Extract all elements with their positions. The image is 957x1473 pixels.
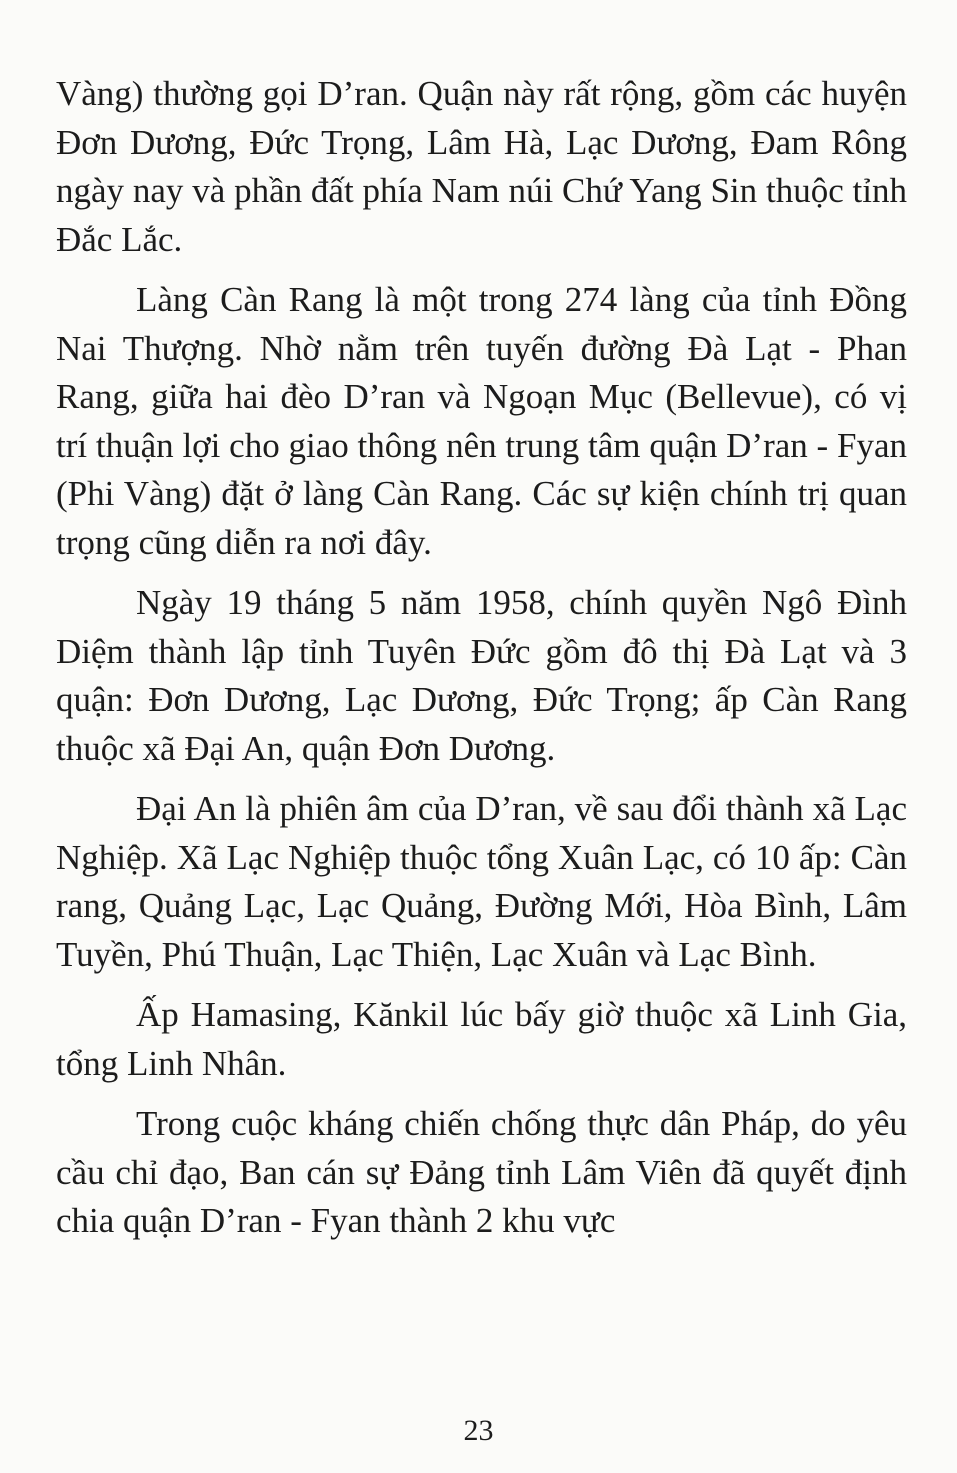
paragraph-5: Ấp Hamasing, Kănkil lúc bấy giờ thuộc xã Linh Gia, tổng Linh Nhân. [56, 995, 907, 1083]
paragraph-3: Ngày 19 tháng 5 năm 1958, chính quyền Ngô Đình Diệm thành lập tỉnh Tuyên Đức gồm đô thị Đà Lạt và 3 quận: Đơn Dương, Lạc Dương, Đức Trọng; ấp Càn Rang thuộc xã Đại An, quận Đơn Dương. [56, 583, 907, 768]
paragraph-2: Làng Càn Rang là một trong 274 làng của tỉnh Đồng Nai Thượng. Nhờ nằm trên tuyến đường Đà Lạt - Phan Rang, giữa hai đèo D’ran và Ngoạn Mục (Bellevue), có vị trí thuận lợi cho giao thông nên trung tâm quận D’ran - Fyan (Phi Vàng) đặt ở làng Càn Rang. Các sự kiện chính trị quan trọng cũng diễn ra nơi đây. [56, 280, 907, 562]
paragraph-6: Trong cuộc kháng chiến chống thực dân Pháp, do yêu cầu chỉ đạo, Ban cán sự Đảng tỉnh Lâm Viên đã quyết định chia quận D’ran - Fyan thành 2 khu vực [56, 1104, 907, 1240]
page-number: 23 [463, 1414, 494, 1447]
paragraph-4: Đại An là phiên âm của D’ran, về sau đổi thành xã Lạc Nghiệp. Xã Lạc Nghiệp thuộc tổng Xuân Lạc, có 10 ấp: Càn rang, Quảng Lạc, Lạc Quảng, Đường Mới, Hòa Bình, Lâm Tuyền, Phú Thuận, Lạc Thiện, Lạc Xuân và Lạc Bình. [56, 789, 907, 974]
paragraph-1: Vàng) thường gọi D’ran. Quận này rất rộng, gồm các huyện Đơn Dương, Đức Trọng, Lâm Hà, Lạc Dương, Đam Rông ngày nay và phần đất phía Nam núi Chứ Yang Sin thuộc tỉnh Đắc Lắc. [56, 74, 907, 259]
body-text [56, 70, 907, 1258]
